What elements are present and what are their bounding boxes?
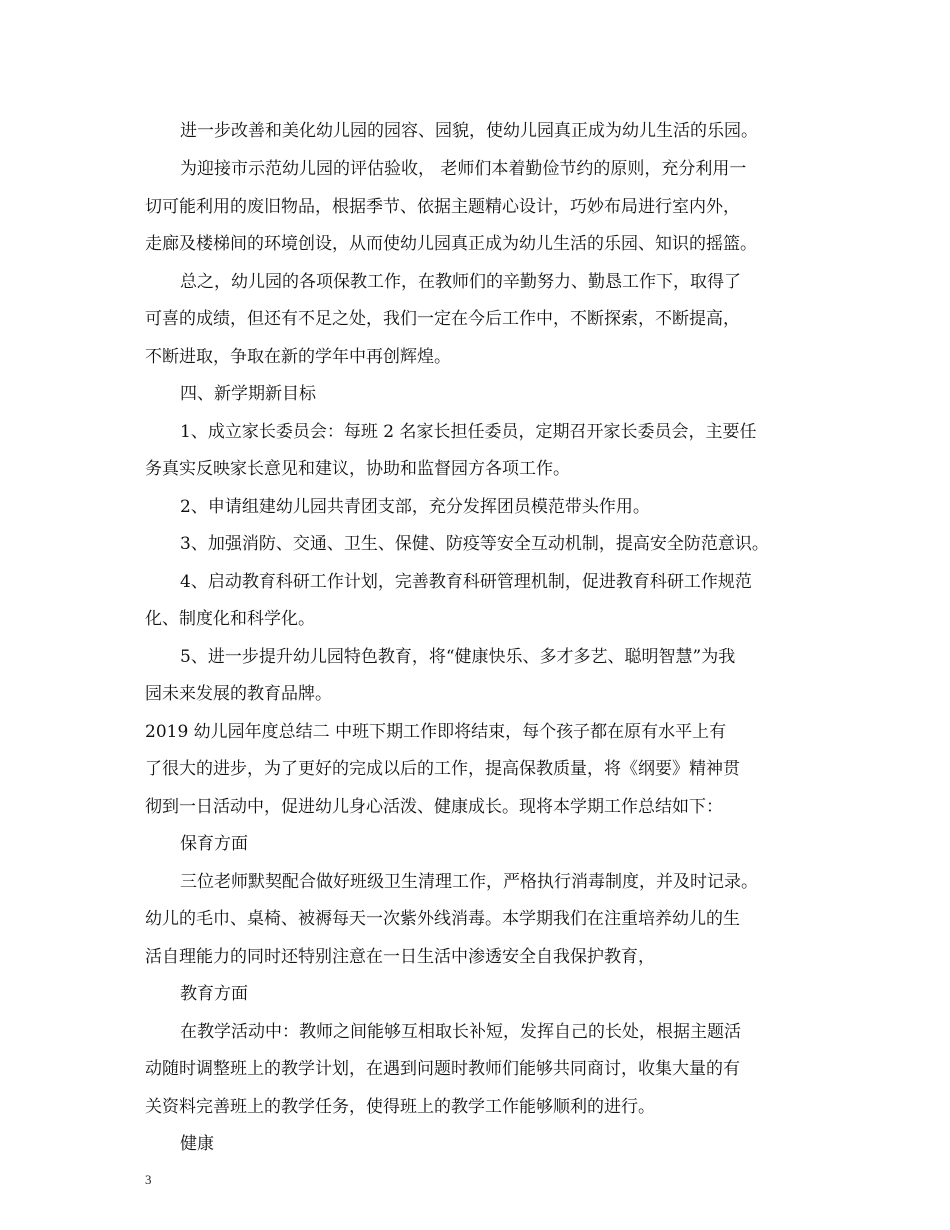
text-line: 了很大的进步，为了更好的完成以后的工作，提高保教质量，将《纲要》精神贯 bbox=[145, 759, 740, 779]
text-line: 活自理能力的同时还特别注意在一日生活中渗透安全自我保护教育， bbox=[145, 947, 655, 967]
text-line: 彻到一日活动中，促进幼儿身心活泼、健康成长。现将本学期工作总结如下： bbox=[145, 797, 723, 817]
text-line: 务真实反映家长意见和建议，协助和监督园方各项工作。 bbox=[145, 459, 570, 479]
list-item: 4、启动教育科研工作计划，完善教育科研管理机制，促进教育科研工作规范 bbox=[180, 572, 752, 592]
page-number: 3 bbox=[145, 1172, 152, 1187]
text-line: 走廊及楼梯间的环境创设，从而使幼儿园真正成为幼儿生活的乐园、知识的摇篮。 bbox=[145, 234, 757, 254]
list-item: 5、进一步提升幼儿园特色教育，将“健康快乐、多才多艺、聪明智慧”为我 bbox=[180, 647, 736, 667]
text-line: 幼儿的毛巾、桌椅、被褥每天一次紫外线消毒。本学期我们在注重培养幼儿的生 bbox=[145, 909, 740, 929]
text-line: 可喜的成绩，但还有不足之处，我们一定在今后工作中，不断探索，不断提高， bbox=[145, 309, 740, 329]
text-line: 三位老师默契配合做好班级卫生清理工作，严格执行消毒制度，并及时记录。 bbox=[180, 872, 758, 892]
text-line: 动随时调整班上的教学计划，在遇到问题时教师们能够共同商讨，收集大量的有 bbox=[145, 1059, 740, 1079]
text-line: 为迎接市示范幼儿园的评估验收， 老师们本着勤俭节约的原则，充分利用一 bbox=[180, 159, 747, 179]
list-item: 2、申请组建幼儿园共青团支部，充分发挥团员模范带头作用。 bbox=[180, 497, 650, 517]
summary-title-line: 2019 幼儿园年度总结二 中班下期工作即将结束，每个孩子都在原有水平上有 bbox=[145, 722, 727, 742]
text-line: 园未来发展的教育品牌。 bbox=[145, 684, 332, 704]
list-item: 3、加强消防、交通、卫生、保健、防疫等安全互动机制，提高安全防范意识。 bbox=[180, 534, 769, 554]
text-line: 进一步改善和美化幼儿园的园容、园貌，使幼儿园真正成为幼儿生活的乐园。 bbox=[180, 121, 758, 141]
text-line: 总之，幼儿园的各项保教工作，在教师们的辛勤努力、勤恳工作下，取得了 bbox=[180, 272, 741, 292]
section-heading: 四、新学期新目标 bbox=[180, 384, 316, 404]
text-line: 关资料完善班上的教学任务，使得班上的教学工作能够顺利的进行。 bbox=[145, 1097, 655, 1117]
text-line: 切可能利用的废旧物品，根据季节、依据主题精心设计，巧妙布局进行室内外， bbox=[145, 197, 740, 217]
section-heading: 教育方面 bbox=[180, 984, 248, 1004]
section-heading: 健康 bbox=[180, 1134, 214, 1154]
section-heading: 保育方面 bbox=[180, 834, 248, 854]
text-line: 不断进取，争取在新的学年中再创辉煌。 bbox=[145, 347, 451, 367]
list-item: 1、成立家长委员会：每班 2 名家长担任委员，定期召开家长委员会，主要任 bbox=[180, 422, 757, 442]
text-line: 化、制度化和科学化。 bbox=[145, 609, 315, 629]
text-line: 在教学活动中：教师之间能够互相取长补短，发挥自己的长处，根据主题活 bbox=[180, 1022, 741, 1042]
